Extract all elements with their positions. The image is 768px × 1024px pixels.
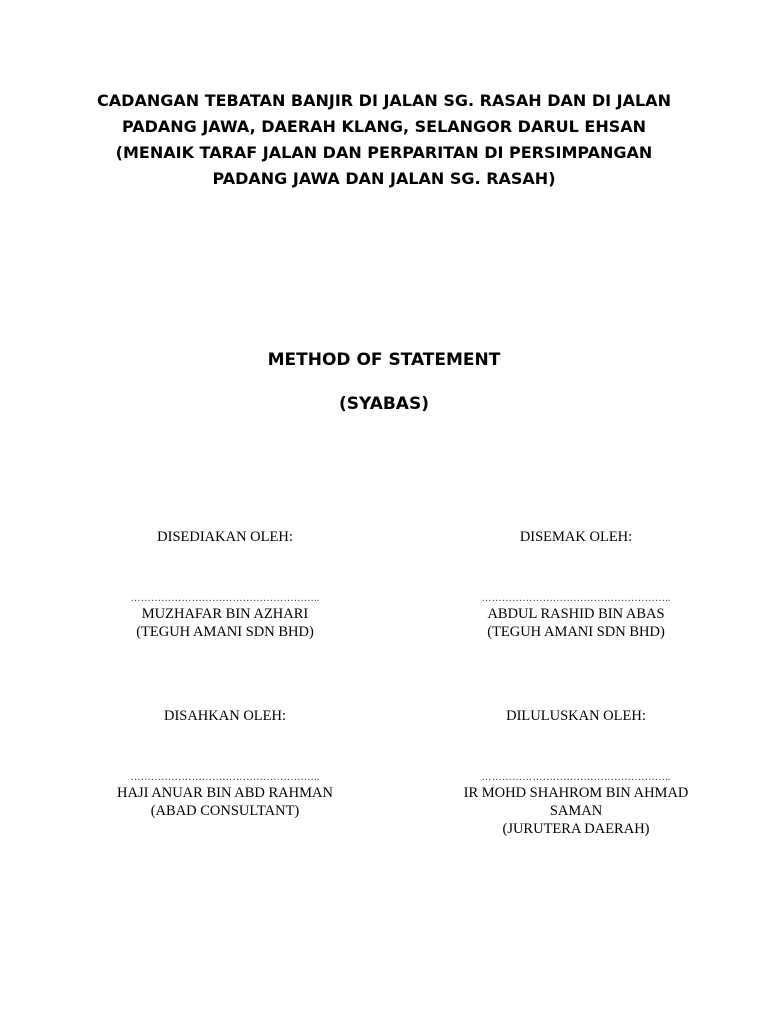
signatory-name: IR MOHD SHAHROM BIN AHMAD <box>463 785 689 801</box>
signature-line: ……………………………………………….. <box>130 772 320 783</box>
signature-role: DISAHKAN OLEH: <box>163 708 287 724</box>
signature-line: ……………………………………………….. <box>130 593 320 604</box>
signatory-name: ABDUL RASHID BIN ABAS <box>487 606 665 622</box>
project-title <box>60 88 708 192</box>
signature-line: ……………………………………………….. <box>481 593 671 604</box>
project-title-line: PADANG JAWA, DAERAH KLANG, SELANGOR DARUL EHSAN <box>121 117 647 136</box>
signatory-details <box>75 784 375 820</box>
signatory-name: HAJI ANUAR BIN ABD RAHMAN <box>117 785 333 801</box>
signatory-name: MUZHAFAR BIN AZHARI <box>141 606 309 622</box>
signature-role: DISEMAK OLEH: <box>519 529 633 545</box>
project-title-line: (MENAIK TARAF JALAN DAN PERPARITAN DI PERSIMPANGAN <box>115 143 653 162</box>
signatory-details <box>426 784 726 838</box>
document-heading: METHOD OF STATEMENT <box>267 350 501 370</box>
signatory-title: (JURUTERA DAERAH) <box>502 821 650 837</box>
signature-line: ……………………………………………….. <box>481 772 671 783</box>
signature-role: DISEDIAKAN OLEH: <box>157 529 293 545</box>
project-title-line: PADANG JAWA DAN JALAN SG. RASAH) <box>212 169 556 188</box>
project-title-line: CADANGAN TEBATAN BANJIR DI JALAN SG. RASAH DAN DI JALAN <box>97 91 671 110</box>
signature-role: DILULUSKAN OLEH: <box>506 708 646 724</box>
signatory-company: (TEGUH AMANI SDN BHD) <box>136 624 314 640</box>
document-subheading: (SYABAS) <box>339 394 429 414</box>
signatory-details <box>75 605 375 641</box>
signatory-details <box>426 605 726 641</box>
signatory-name-continued: SAMAN <box>549 803 603 819</box>
signatory-company: (ABAD CONSULTANT) <box>150 803 300 819</box>
signatory-company: (TEGUH AMANI SDN BHD) <box>487 624 665 640</box>
